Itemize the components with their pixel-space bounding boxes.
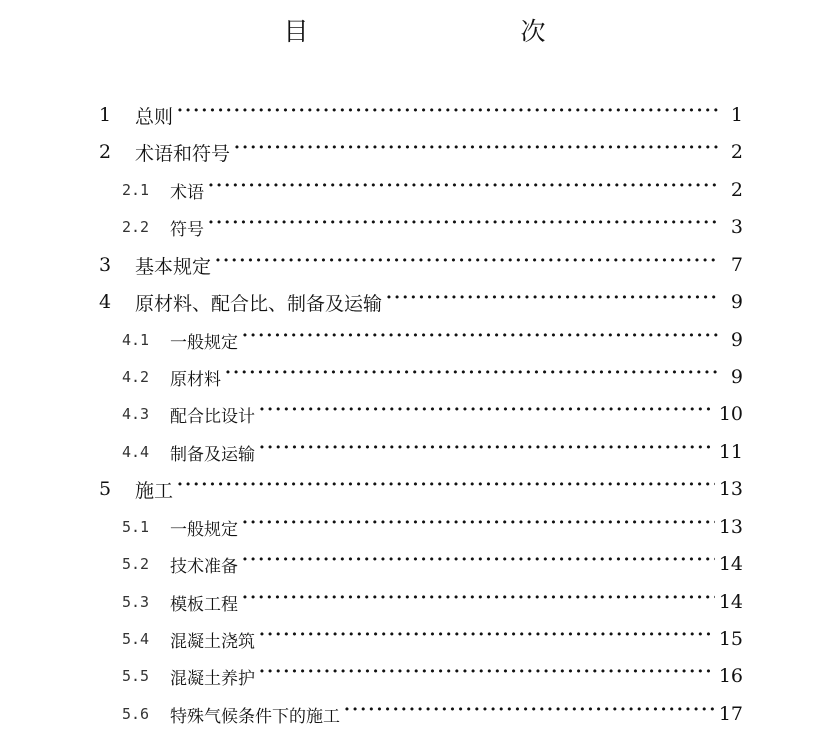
toc-entry-label: 符号 xyxy=(170,219,204,240)
toc-entry-4-1[interactable] xyxy=(122,324,743,356)
toc-entry-label: 术语和符号 xyxy=(135,142,231,165)
toc-entry-label: 配合比设计 xyxy=(170,406,255,427)
toc-leader-dots xyxy=(259,442,715,462)
toc-entry-number: 4 xyxy=(99,291,112,313)
toc-entry-page: 7 xyxy=(730,254,743,276)
toc-entry-label: 模板工程 xyxy=(170,594,238,615)
toc-entry-page: 2 xyxy=(730,179,743,201)
toc-entry-4[interactable] xyxy=(97,286,743,318)
toc-leader-dots xyxy=(208,180,719,200)
toc-entry-page: 13 xyxy=(718,516,743,538)
toc-entry-label: 基本规定 xyxy=(135,255,212,278)
toc-entry-number: 3 xyxy=(99,254,112,276)
toc-entry-label: 原材料、配合比、制备及运输 xyxy=(135,292,383,315)
toc-leader-dots xyxy=(215,255,719,275)
toc-entry-page: 15 xyxy=(718,628,743,650)
toc-entry-number: 5.1 xyxy=(122,518,150,536)
toc-entry-page: 14 xyxy=(718,591,743,613)
toc-leader-dots xyxy=(242,330,719,350)
toc-leader-dots xyxy=(177,479,715,499)
toc-entry-number: 5.4 xyxy=(122,630,150,648)
toc-entry-label: 一般规定 xyxy=(170,332,238,353)
toc-entry-4-3[interactable] xyxy=(122,398,743,430)
toc-entry-number: 5.2 xyxy=(122,555,150,573)
toc-entry-5-4[interactable] xyxy=(122,623,743,655)
toc-entry-5[interactable] xyxy=(97,473,743,505)
toc-entry-label: 混凝土养护 xyxy=(170,668,255,689)
toc-entry-page: 9 xyxy=(730,366,743,388)
toc-entry-3[interactable] xyxy=(97,249,743,281)
toc-leader-dots xyxy=(259,404,715,424)
toc-entry-number: 5.3 xyxy=(122,593,150,611)
toc-entry-number: 2.1 xyxy=(122,181,150,199)
toc-leader-dots xyxy=(208,217,719,237)
toc-entry-page: 17 xyxy=(718,703,743,725)
toc-leader-dots xyxy=(386,292,719,312)
toc-leader-dots xyxy=(259,666,715,686)
toc-leader-dots xyxy=(259,629,715,649)
toc-entry-page: 10 xyxy=(718,403,743,425)
toc-leader-dots xyxy=(242,517,715,537)
toc-entry-4-4[interactable] xyxy=(122,436,743,468)
toc-entry-number: 4.3 xyxy=(122,405,150,423)
toc-entry-2-1[interactable] xyxy=(122,174,743,206)
toc-entry-label: 总则 xyxy=(135,105,174,128)
toc-entry-page: 9 xyxy=(730,329,743,351)
toc-entry-label: 混凝土浇筑 xyxy=(170,631,255,652)
toc-entry-number: 5.5 xyxy=(122,667,150,685)
toc-entry-label: 技术准备 xyxy=(170,556,238,577)
toc-entry-5-2[interactable] xyxy=(122,548,743,580)
toc-entry-label: 术语 xyxy=(170,182,204,203)
toc-entry-number: 5.6 xyxy=(122,705,150,723)
toc-entry-label: 制备及运输 xyxy=(170,444,255,465)
toc-entry-page: 13 xyxy=(718,478,743,500)
toc-entry-page: 9 xyxy=(730,291,743,313)
toc-entry-label: 原材料 xyxy=(170,369,221,390)
toc-entry-number: 1 xyxy=(99,104,112,126)
toc-entry-page: 1 xyxy=(730,104,743,126)
toc-leader-dots xyxy=(177,105,719,125)
toc-entry-label: 特殊气候条件下的施工 xyxy=(170,706,340,727)
toc-entry-number: 5 xyxy=(99,478,112,500)
toc-entry-number: 2 xyxy=(99,141,112,163)
page-title: 目 次 xyxy=(283,17,600,46)
toc-entry-page: 11 xyxy=(718,441,743,463)
toc-entry-number: 4.4 xyxy=(122,443,150,461)
toc-entry-label: 施工 xyxy=(135,479,174,502)
toc-entry-page: 16 xyxy=(718,665,743,687)
toc-entry-4-2[interactable] xyxy=(122,361,743,393)
toc-entry-page: 3 xyxy=(730,216,743,238)
toc-entry-5-3[interactable] xyxy=(122,586,743,618)
toc-entry-2[interactable] xyxy=(97,136,743,168)
toc-entry-5-6[interactable] xyxy=(122,698,743,730)
toc-entry-5-1[interactable] xyxy=(122,511,743,543)
toc-entry-5-5[interactable] xyxy=(122,660,743,692)
toc-entry-number: 4.2 xyxy=(122,368,150,386)
toc-leader-dots xyxy=(344,704,715,724)
toc-leader-dots xyxy=(225,367,719,387)
toc-entry-page: 14 xyxy=(718,553,743,575)
toc-entry-number: 2.2 xyxy=(122,218,150,236)
toc-leader-dots xyxy=(242,592,715,612)
toc-entry-number: 4.1 xyxy=(122,331,150,349)
toc-entry-page: 2 xyxy=(730,141,743,163)
toc-entry-label: 一般规定 xyxy=(170,519,238,540)
toc-leader-dots xyxy=(234,142,719,162)
toc-leader-dots xyxy=(242,554,715,574)
toc-entry-2-2[interactable] xyxy=(122,211,743,243)
toc-entry-1[interactable] xyxy=(97,99,743,131)
